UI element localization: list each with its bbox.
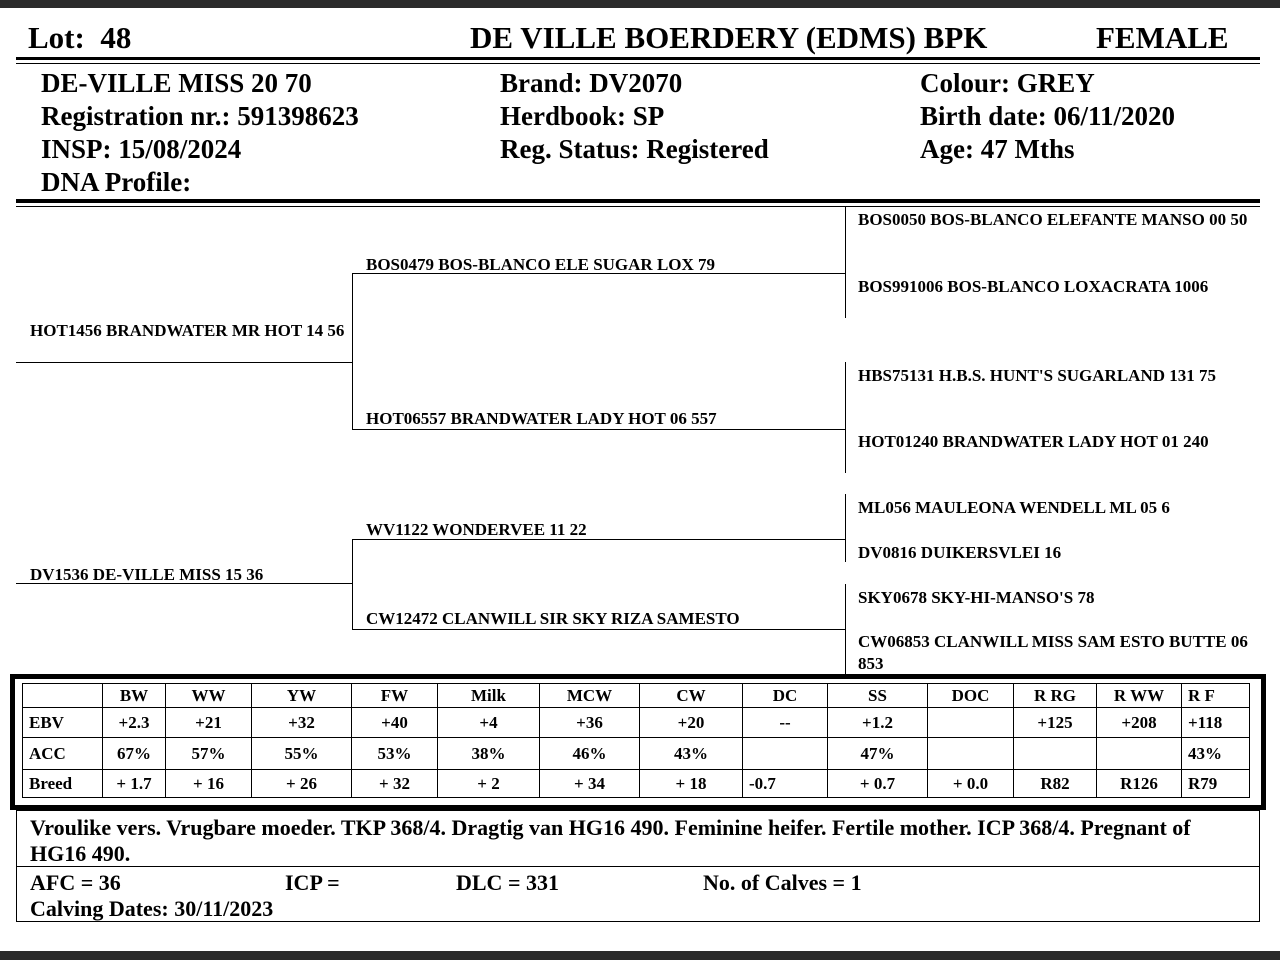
ebv-table <box>22 683 1250 798</box>
pedigree-sire-sire: BOS0479 BOS-BLANCO ELE SUGAR LOX 79 <box>366 255 716 274</box>
bottom-border <box>0 951 1280 960</box>
lot-label: Lot: 48 <box>28 20 132 55</box>
ebv-cell: 47% <box>828 738 928 770</box>
sex-label: FEMALE <box>1096 20 1229 55</box>
lot-number: 48 <box>100 20 132 55</box>
ebv-cell: R79 <box>1182 770 1250 798</box>
ebv-row-label: ACC <box>23 738 103 770</box>
ebv-cell: 38% <box>438 738 540 770</box>
ebv-cell: +40 <box>352 708 438 738</box>
dlc: DLC = 331 <box>456 870 559 895</box>
calving-dates: Calving Dates: 30/11/2023 <box>30 896 274 921</box>
ebv-cell: 53% <box>352 738 438 770</box>
breeder-name: DE VILLE BOERDERY (EDMS) BPK <box>470 20 988 55</box>
ebv-row-breed <box>23 770 1250 798</box>
registration-number: Registration nr.: 591398623 <box>41 101 359 131</box>
ebv-cell <box>1014 738 1097 770</box>
ebv-cell: + 32 <box>352 770 438 798</box>
pedigree-sire: HOT1456 BRANDWATER MR HOT 14 56 <box>30 321 345 340</box>
ebv-cell: -- <box>743 708 828 738</box>
pedigree-dam-sire: WV1122 WONDERVEE 11 22 <box>366 520 587 539</box>
ebv-cell <box>928 708 1014 738</box>
ebv-cell: R126 <box>1097 770 1182 798</box>
ebv-cell: +2.3 <box>103 708 166 738</box>
top-border <box>0 0 1280 8</box>
animal-name: DE-VILLE MISS 20 70 <box>41 68 312 98</box>
age: Age: 47 Mths <box>920 134 1075 164</box>
ebv-header-cell: DOC <box>928 684 1014 708</box>
ebv-cell: +20 <box>640 708 743 738</box>
ebv-cell: +125 <box>1014 708 1097 738</box>
ebv-cell: +208 <box>1097 708 1182 738</box>
ebv-cell: 43% <box>1182 738 1250 770</box>
ebv-cell: + 0.7 <box>828 770 928 798</box>
ebv-cell: 57% <box>166 738 252 770</box>
sire-line <box>16 362 352 363</box>
pedigree-sd-sire: HBS75131 H.B.S. HUNT'S SUGARLAND 131 75 <box>858 366 1217 385</box>
ebv-cell: + 26 <box>252 770 352 798</box>
ebv-header-cell: R WW <box>1097 684 1182 708</box>
ebv-cell: +118 <box>1182 708 1250 738</box>
ebv-row-acc <box>23 738 1250 770</box>
ebv-header-cell <box>23 684 103 708</box>
info-rule <box>16 199 1260 203</box>
ebv-cell: + 2 <box>438 770 540 798</box>
inspection-date: INSP: 15/08/2024 <box>41 134 242 164</box>
pedigree-ss-sire: BOS0050 BOS-BLANCO ELEFANTE MANSO 00 50 <box>858 210 1248 229</box>
colour: Colour: GREY <box>920 68 1095 98</box>
ebv-header-cell: R F <box>1182 684 1250 708</box>
footer-box <box>16 866 1260 922</box>
remarks-text: Vroulike vers. Vrugbare moeder. TKP 368/4. Dragtig van HG16 490. Feminine heifer. Fertile mother. ICP 368/4. Pregnant of HG16 490. <box>30 815 1191 866</box>
pedigree-ss-dam: BOS991006 BOS-BLANCO LOXACRATA 1006 <box>858 277 1209 296</box>
ebv-cell <box>928 738 1014 770</box>
header-rule <box>16 57 1260 60</box>
ebv-cell: +4 <box>438 708 540 738</box>
ebv-header-cell: DC <box>743 684 828 708</box>
ebv-header-cell: BW <box>103 684 166 708</box>
ebv-cell: +1.2 <box>828 708 928 738</box>
ss-connector <box>845 207 846 318</box>
pedigree-sire-dam: HOT06557 BRANDWATER LADY HOT 06 557 <box>366 409 717 428</box>
sd-connector <box>845 362 846 473</box>
ebv-row-label: Breed <box>23 770 103 798</box>
ebv-cell: + 0.0 <box>928 770 1014 798</box>
pedigree-ds-sire: ML056 MAULEONA WENDELL ML 05 6 <box>858 498 1170 517</box>
ebv-header-cell: FW <box>352 684 438 708</box>
ebv-cell: 67% <box>103 738 166 770</box>
ebv-row-ebv <box>23 708 1250 738</box>
pedigree-ds-dam: DV0816 DUIKERSVLEI 16 <box>858 543 1062 562</box>
ds-connector <box>845 494 846 562</box>
ebv-row-label: EBV <box>23 708 103 738</box>
icp: ICP = <box>285 870 340 895</box>
pedigree-dam-dam: CW12472 CLANWILL SIR SKY RIZA SAMESTO <box>366 609 740 628</box>
ebv-cell: 55% <box>252 738 352 770</box>
registration-status: Reg. Status: Registered <box>500 134 769 164</box>
info-rule-thin <box>16 206 1260 207</box>
ebv-cell: +21 <box>166 708 252 738</box>
ebv-header-row <box>23 684 1250 708</box>
pedigree-dd-dam: CW06853 CLANWILL MISS SAM ESTO BUTTE 06 853 <box>858 632 1248 673</box>
ebv-cell: + 18 <box>640 770 743 798</box>
dna-profile: DNA Profile: <box>41 167 192 197</box>
ebv-cell: + 34 <box>540 770 640 798</box>
ebv-cell: 43% <box>640 738 743 770</box>
ebv-header-cell: WW <box>166 684 252 708</box>
header-rule-thin <box>16 63 1260 64</box>
ebv-cell: R82 <box>1014 770 1097 798</box>
ebv-header-cell: CW <box>640 684 743 708</box>
ebv-cell: +36 <box>540 708 640 738</box>
ebv-cell: + 1.7 <box>103 770 166 798</box>
number-of-calves: No. of Calves = 1 <box>703 870 862 895</box>
ebv-header-cell: YW <box>252 684 352 708</box>
remarks-box <box>16 810 1260 867</box>
ebv-cell: + 16 <box>166 770 252 798</box>
pedigree-sd-dam: HOT01240 BRANDWATER LADY HOT 01 240 <box>858 432 1209 451</box>
brand: Brand: DV2070 <box>500 68 683 98</box>
ebv-cell <box>1097 738 1182 770</box>
herdbook: Herdbook: SP <box>500 101 665 131</box>
dam-connector <box>352 539 353 629</box>
ebv-cell: -0.7 <box>743 770 828 798</box>
ebv-header-cell: MCW <box>540 684 640 708</box>
ebv-cell: +32 <box>252 708 352 738</box>
dd-connector <box>845 584 846 674</box>
sire-connector <box>352 273 353 430</box>
pedigree-dd-sire: SKY0678 SKY-HI-MANSO'S 78 <box>858 588 1095 607</box>
afc: AFC = 36 <box>30 870 121 895</box>
pedigree-dam: DV1536 DE-VILLE MISS 15 36 <box>30 565 264 584</box>
ebv-header-cell: SS <box>828 684 928 708</box>
birth-date: Birth date: 06/11/2020 <box>920 101 1175 131</box>
ebv-cell <box>743 738 828 770</box>
ebv-header-cell: R RG <box>1014 684 1097 708</box>
ebv-cell: 46% <box>540 738 640 770</box>
ebv-header-cell: Milk <box>438 684 540 708</box>
